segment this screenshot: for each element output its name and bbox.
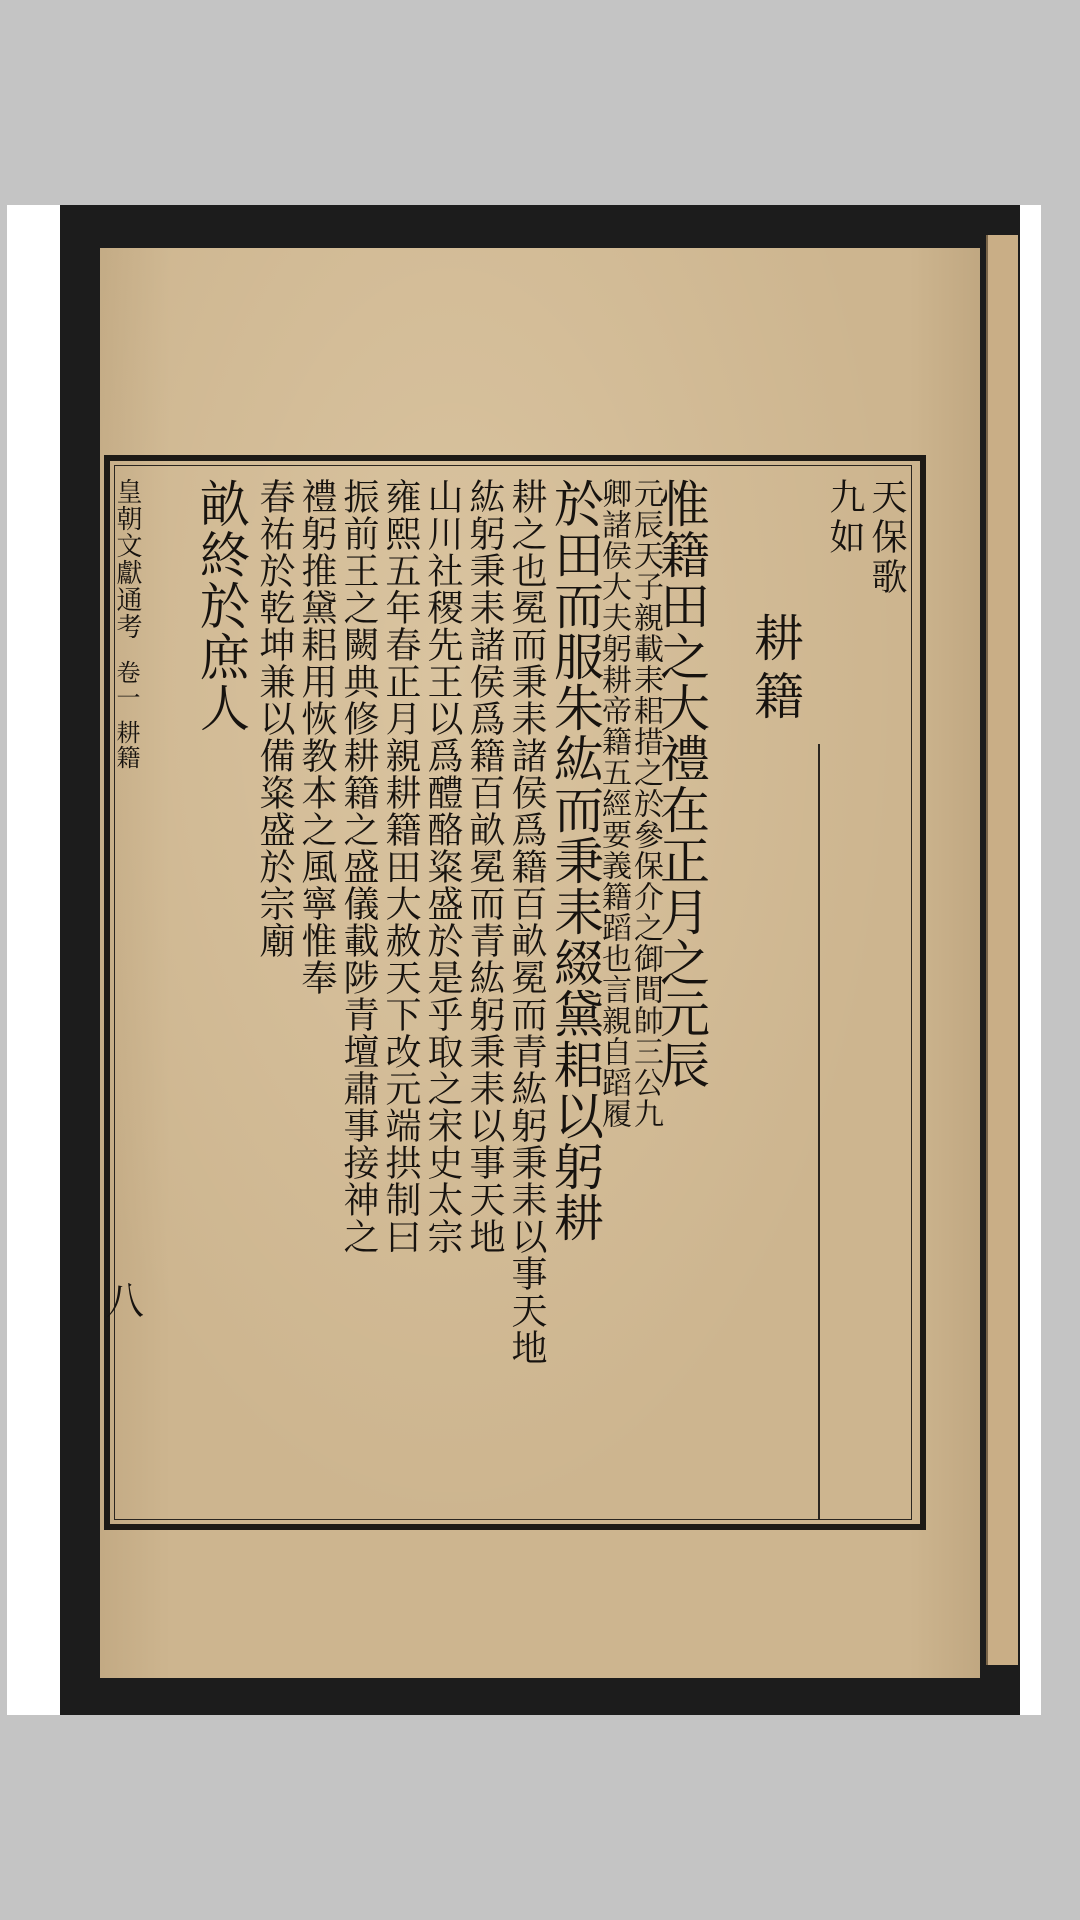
heading-rule — [818, 744, 820, 1520]
text-column: 山川社稷先王以爲醴酪粢盛於是乎取之宋史太宗 — [422, 478, 463, 1255]
text-column: 禮躬推黛耜用恢教本之風寧惟奉 — [296, 478, 337, 996]
heading-line-1: 天保歌 — [866, 478, 907, 598]
text-column: 於田而服朱紘而秉耒綴黛耜以躬耕 — [546, 478, 604, 1243]
text-column: 元辰天子親載耒耜措之於參保介之御間帥三公九 — [628, 478, 663, 1129]
heading-line-2: 九如 — [824, 478, 865, 558]
section-title: 耕籍 — [746, 612, 804, 728]
margin-section: 耕籍 — [112, 720, 140, 770]
text-column: 雍熙五年春正月親耕籍田大赦天下改元端拱制曰 — [380, 478, 421, 1255]
text-column: 紘躬秉耒諸侯爲籍百畝冕而青紘躬秉耒以事天地 — [464, 478, 505, 1255]
text-column: 卿諸侯大夫躬耕帝籍五經要義籍蹈也言親自蹈履 — [596, 478, 631, 1129]
page-number: 八 — [106, 1279, 145, 1323]
text-column: 振前王之闕典修耕籍之盛儀載陟青壇肅事接神之 — [338, 478, 379, 1255]
margin-volume: 卷一 — [112, 660, 140, 710]
margin-title: 皇朝文獻通考 — [112, 478, 142, 640]
text-column: 耕之也冕而秉耒諸侯爲籍百畝冕而青紘躬秉耒以事天地 — [506, 478, 547, 1366]
text-column: 惟籍田之大禮在正月之元辰 — [652, 478, 710, 1090]
next-page-edge — [986, 235, 1018, 1665]
text-column: 畝終於庶人 — [192, 478, 250, 733]
text-column: 春祐於乾坤兼以備粢盛於宗廟 — [254, 478, 295, 959]
